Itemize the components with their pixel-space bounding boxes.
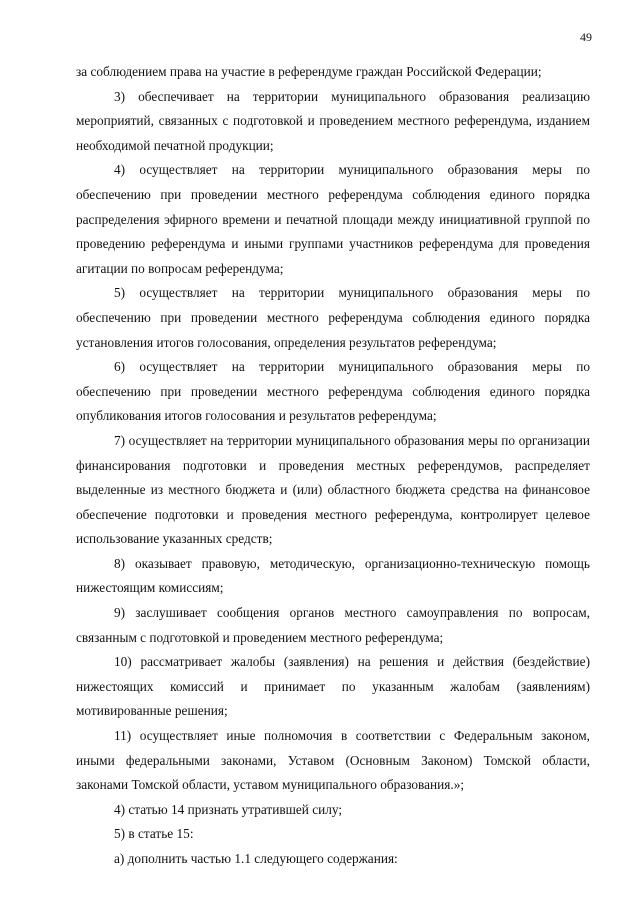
paragraph-item-3: 3) обеспечивает на территории муниципального образования реализацию мероприятий, связанных с подготовкой и проведением местного референдума, изданием необходимой печатной продукции; [76, 88, 590, 153]
paragraph-item-4: 4) осуществляет на территории муниципального образования меры по обеспечению при проведении местного референдума соблюдения единого порядка распределения эфирного времени и печатной площади между инициативной группой по проведению референдума и иными группами участников референдума для проведения агитации по вопросам референдума; [76, 162, 590, 276]
document-body [76, 60, 590, 872]
paragraph-article-15: 5) в статье 15: [114, 826, 194, 842]
paragraph-continuation: за соблюдением права на участие в референдуме граждан Российской Федерации; [76, 64, 542, 79]
paragraph-item-7: 7) осуществляет на территории муниципального образования меры по организации финансирования подготовки и проведения местных референдумов, распределяет выделенные из местного бюджета и (или) областного бюджета средства на финансовое обеспечение подготовки и проведения местного референдума, контролирует целевое использование указанных средств; [76, 432, 590, 547]
paragraph-subitem-a: а) дополнить частью 1.1 следующего содержания: [114, 851, 398, 866]
paragraph-item-10: 10) рассматривает жалобы (заявления) на решения и действия (бездействие) нижестоящих комиссий и принимает по указанным жалобам (заявлениям) мотивированные решения; [76, 654, 590, 719]
paragraph-item-6: 6) осуществляет на территории муниципального образования меры по обеспечению при проведении местного референдума соблюдения единого порядка опубликования итогов голосования и результатов референдума; [76, 359, 590, 424]
page-number: 49 [580, 30, 592, 44]
paragraph-item-11: 11) осуществляет иные полномочия в соответствии с Федеральным законом, иными федеральными законами, Уставом (Основным Законом) Томской области, законами Томской области, уставом муниципального образования.»; [76, 728, 590, 793]
paragraph-item-8: 8) оказывает правовую, методическую, организационно-техническую помощь нижестоящим комиссиям; [76, 555, 590, 596]
paragraph-item-5: 5) осуществляет на территории муниципального образования меры по обеспечению при проведении местного референдума соблюдения единого порядка установления итогов голосования, определения результатов референдума; [76, 285, 590, 350]
paragraph-article-14: 4) статью 14 признать утратившей силу; [114, 801, 343, 817]
paragraph-item-9: 9) заслушивает сообщения органов местного самоуправления по вопросам, связанным с подготовкой и проведением местного референдума; [76, 605, 590, 645]
